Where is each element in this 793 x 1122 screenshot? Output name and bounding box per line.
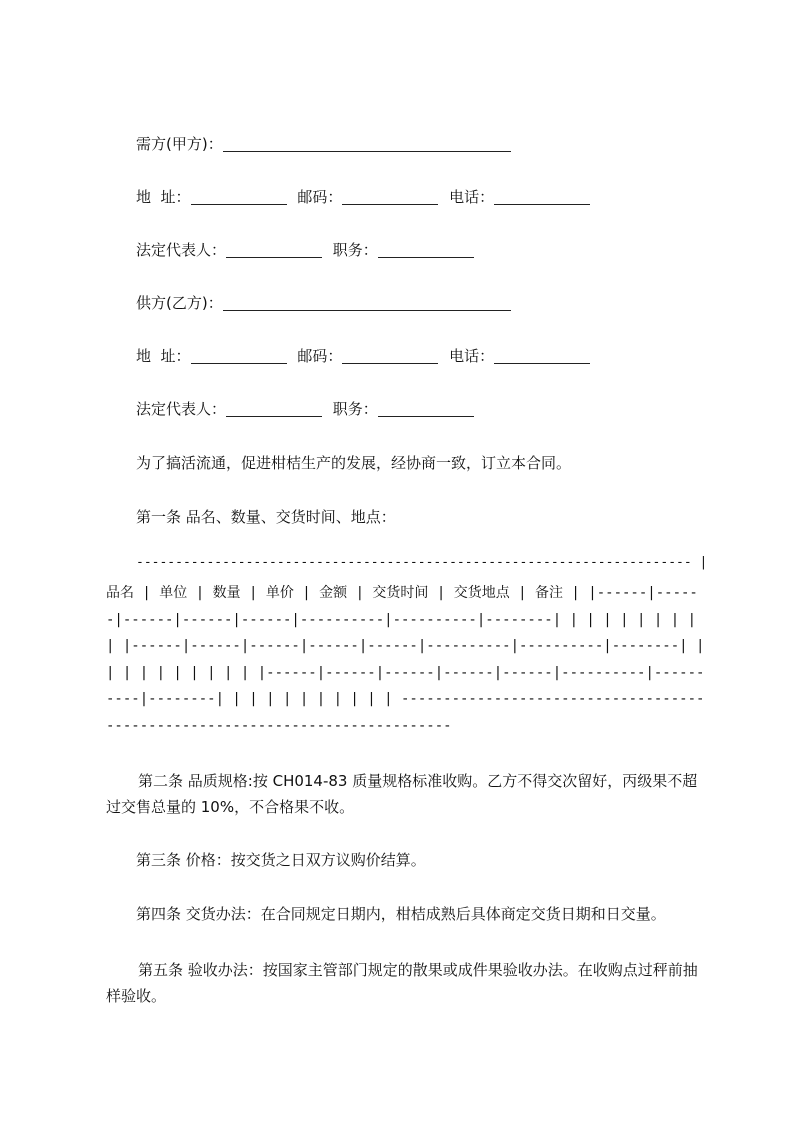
article4-text: 第四条 交货办法：在合同规定日期内，柑桔成熟后具体商定交货日期和日交量。 xyxy=(136,905,666,923)
table-body-text: 品名 | 单位 | 数量 | 单价 | 金额 | 交货时间 | 交货地点 | 备注 | |------|------|------|------|------|----------|----------|--------| | | | | | | | | | |------|------|------|------|------|----------|----------|--------| | | | | | | | | | | |------|------|------|------|------|----------|----------|--------| | | | | | | | | | | ----------------------------------------------------------------------------- xyxy=(106,585,705,734)
buyer-name-line xyxy=(136,133,511,154)
article5-text xyxy=(106,957,702,1009)
buyer-rep-line xyxy=(136,239,474,260)
article2-body: 第二条 品质规格:按 CH014-83 质量规格标准收购。乙方不得交次留好，丙级果不超过交售总量的 10%，不合格果不收。 xyxy=(106,772,698,816)
buyer-position-blank[interactable] xyxy=(378,242,474,258)
seller-phone-blank[interactable] xyxy=(494,348,590,364)
seller-name-line xyxy=(136,292,511,313)
article2-text xyxy=(106,768,702,820)
buyer-phone-blank[interactable] xyxy=(494,189,590,205)
buyer-address-blank[interactable] xyxy=(191,189,287,205)
seller-phone-label: 电话： xyxy=(449,347,495,365)
table-top-rule: ----------------------------------------------------------------------- | xyxy=(136,555,708,570)
buyer-label: 需方(甲方)： xyxy=(136,135,223,153)
article3-text: 第三条 价格：按交货之日双方议购价结算。 xyxy=(136,851,426,869)
seller-position-label: 职务： xyxy=(332,400,378,418)
buyer-name-blank[interactable] xyxy=(223,136,511,152)
buyer-address-label: 地 址： xyxy=(136,188,191,206)
seller-label: 供方(乙方)： xyxy=(136,294,223,312)
seller-position-blank[interactable] xyxy=(378,401,474,417)
buyer-rep-blank[interactable] xyxy=(226,242,322,258)
seller-address-line xyxy=(136,345,590,366)
buyer-rep-label: 法定代表人： xyxy=(136,241,227,259)
buyer-phone-label: 电话： xyxy=(449,188,495,206)
seller-address-blank[interactable] xyxy=(191,348,287,364)
seller-rep-blank[interactable] xyxy=(226,401,322,417)
article5-body: 第五条 验收办法：按国家主管部门规定的散果或成件果验收办法。在收购点过秤前抽样验收。 xyxy=(106,961,698,1005)
table-ascii-body xyxy=(106,580,706,739)
seller-rep-line xyxy=(136,398,474,419)
seller-postcode-blank[interactable] xyxy=(342,348,438,364)
buyer-postcode-label: 邮码： xyxy=(297,188,343,206)
seller-address-label: 地 址： xyxy=(136,347,191,365)
seller-name-blank[interactable] xyxy=(223,295,511,311)
seller-postcode-label: 邮码： xyxy=(297,347,343,365)
buyer-postcode-blank[interactable] xyxy=(342,189,438,205)
intro-text: 为了搞活流通，促进柑桔生产的发展，经协商一致，订立本合同。 xyxy=(136,454,572,472)
buyer-address-line xyxy=(136,186,590,207)
article1-heading: 第一条 品名、数量、交货时间、地点： xyxy=(136,508,396,526)
buyer-position-label: 职务： xyxy=(332,241,378,259)
seller-rep-label: 法定代表人： xyxy=(136,400,227,418)
